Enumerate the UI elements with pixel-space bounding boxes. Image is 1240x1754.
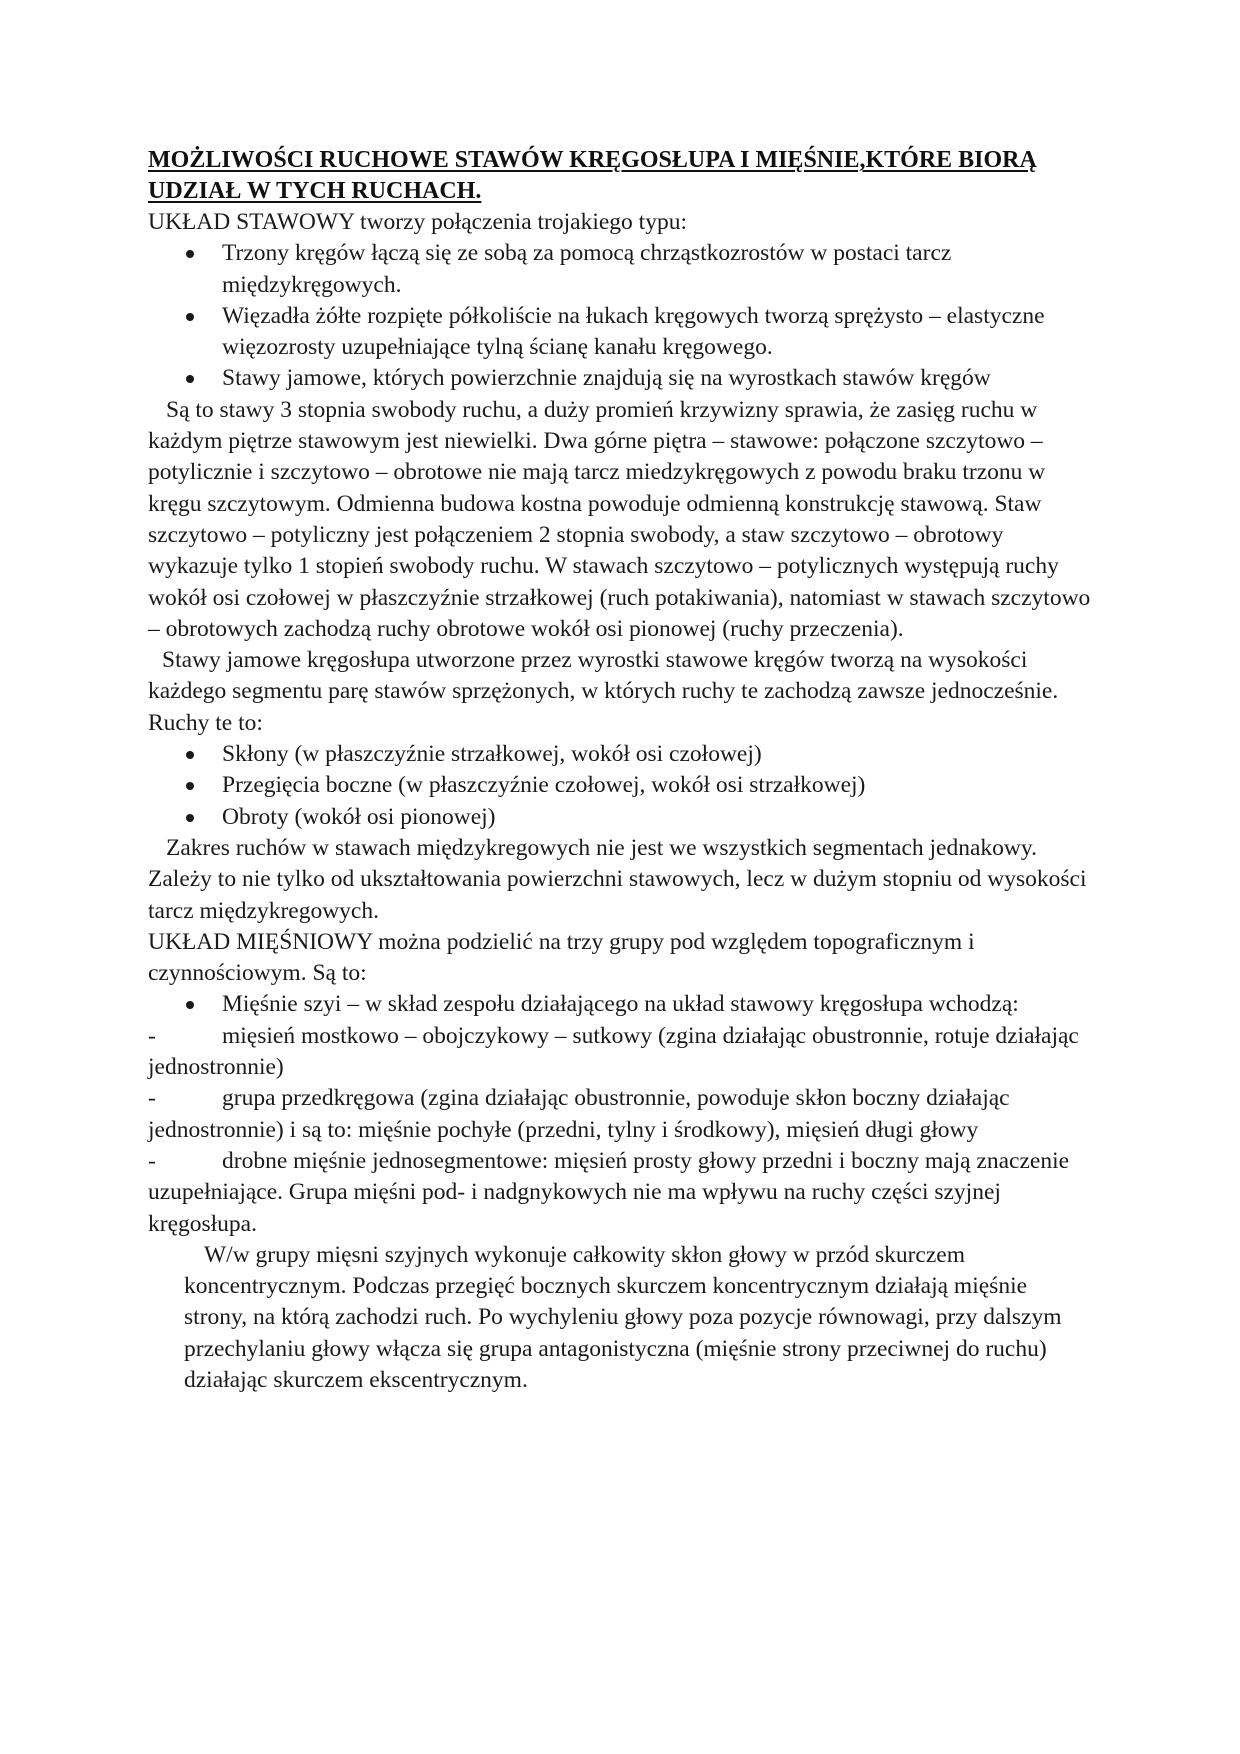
list-item: Skłony (w płaszczyźnie strzałkowej, wokół osi czołowej) xyxy=(222,739,1093,770)
dash-list-item xyxy=(148,1146,1093,1240)
dash-item-text: grupa przedkręgowa (zgina działając obustronnie, powoduje skłon boczny działając jednostronnie) i są to: mięśnie pochyłe (przedni, tylny i środkowy), mięsień długi głowy xyxy=(148,1085,1010,1143)
dash-item-text: drobne mięśnie jednosegmentowe: mięsień prosty głowy przedni i boczny mają znaczenie uzupełniające. Grupa mięśni pod- i nadgnykowych nie ma wpływu na ruchy części szyjnej kręgosłupa. xyxy=(148,1147,1070,1237)
list-item: Przegięcia boczne (w płaszczyźnie czołowej, wokół osi strzałkowej) xyxy=(222,770,1093,801)
list-item: Obroty (wokół osi pionowej) xyxy=(222,802,1093,833)
joint-types-list xyxy=(148,238,1093,394)
movements-list xyxy=(148,739,1093,833)
movements-heading: Ruchy te to: xyxy=(148,709,263,736)
dash-marker: - xyxy=(148,1147,156,1174)
paragraph-degrees-of-freedom: Są to stawy 3 stopnia swobody ruchu, a duży promień krzywizny sprawia, że zasięg ruchu w każdym piętrze stawowym jest niewielki. Dwa górne piętra – stawowe: połączone szczytowo – potylicznie i szczytowo – obrotowe nie mają tarcz miedzykręgowych z powodu braku trzonu w kręgu szczytowym. Odmienna budowa kostna powoduje odmienną konstrukcję stawową. Staw szczytowo – potyliczny jest połączeniem 2 stopnia swobody, a staw szczytowo – obrotowy wykazuje tylko 1 stopień swobody ruchu. W stawach szczytowo – potylicznych występują ruchy wokół osi czołowej w płaszczyźnie strzałkowej (ruch potakiwania), natomiast w stawach szczytowo – obrotowych zachodzą ruchy obrotowe wokół osi pionowej (ruchy przeczenia). xyxy=(148,396,1091,642)
dash-marker: - xyxy=(148,1085,156,1112)
list-item: Więzadła żółte rozpięte półkoliście na łukach kręgowych tworzą sprężysto – elastyczne więzozrosty uzupełniające tylną ścianę kanału kręgowego. xyxy=(222,301,1093,364)
paragraph-coupled-joints: Stawy jamowe kręgosłupa utworzone przez wyrostki stawowe kręgów tworzą na wysokości każdego segmentu parę stawów sprzężonych, w których ruchy te zachodzą zawsze jednocześnie. xyxy=(148,647,1059,705)
dash-list-item xyxy=(148,1083,1093,1146)
muscle-groups-list xyxy=(148,989,1093,1020)
list-item: Mięśnie szyi – w skład zespołu działającego na układ stawowy kręgosłupa wchodzą: xyxy=(222,989,1093,1020)
joint-system-intro: UKŁAD STAWOWY tworzy połączenia trojakiego typu: xyxy=(148,209,687,235)
list-item: Trzony kręgów łączą się ze sobą za pomocą chrząstkozrostów w postaci tarcz międzykręgowych. xyxy=(222,238,1093,301)
dash-marker: - xyxy=(148,1022,156,1049)
dash-list-item xyxy=(148,1021,1093,1084)
paragraph-range-of-motion: Zakres ruchów w stawach międzykregowych nie jest we wszystkich segmentach jednakowy. Zależy to nie tylko od ukształtowania powierzchni stawowych, lecz w dużym stopniu od wysokości tarcz międzykregowych. xyxy=(148,834,1087,924)
list-item: Stawy jamowe, których powierzchnie znajdują się na wyrostkach stawów kręgów xyxy=(222,363,1093,394)
muscle-system-intro: UKŁAD MIĘŚNIOWY można podzielić na trzy grupy pod względem topograficznym i czynnościowym. Są to: xyxy=(148,928,975,987)
paragraph-neck-muscle-action: W/w grupy mięsni szyjnych wykonuje całkowity skłon głowy w przód skurczem koncentrycznym. Podczas przegięć bocznych skurczem koncentrycznym działają mięśnie strony, na którą zachodzi ruch. Po wychyleniu głowy poza pozycje równowagi, przy dalszym przechylaniu głowy włącza się grupa antagonistyczna (mięśnie strony przeciwnej do ruchu) działając skurczem ekscentrycznym. xyxy=(184,1241,1062,1393)
document-title: MOŻLIWOŚCI RUCHOWE STAWÓW KRĘGOSŁUPA I MIĘŚNIE,KTÓRE BIORĄ UDZIAŁ W TYCH RUCHACH. xyxy=(148,147,1037,204)
dash-item-text: mięsień mostkowo – obojczykowy – sutkowy (zgina działając obustronnie, rotuje działając jednostronnie) xyxy=(148,1022,1079,1081)
document-page xyxy=(148,145,1093,1396)
